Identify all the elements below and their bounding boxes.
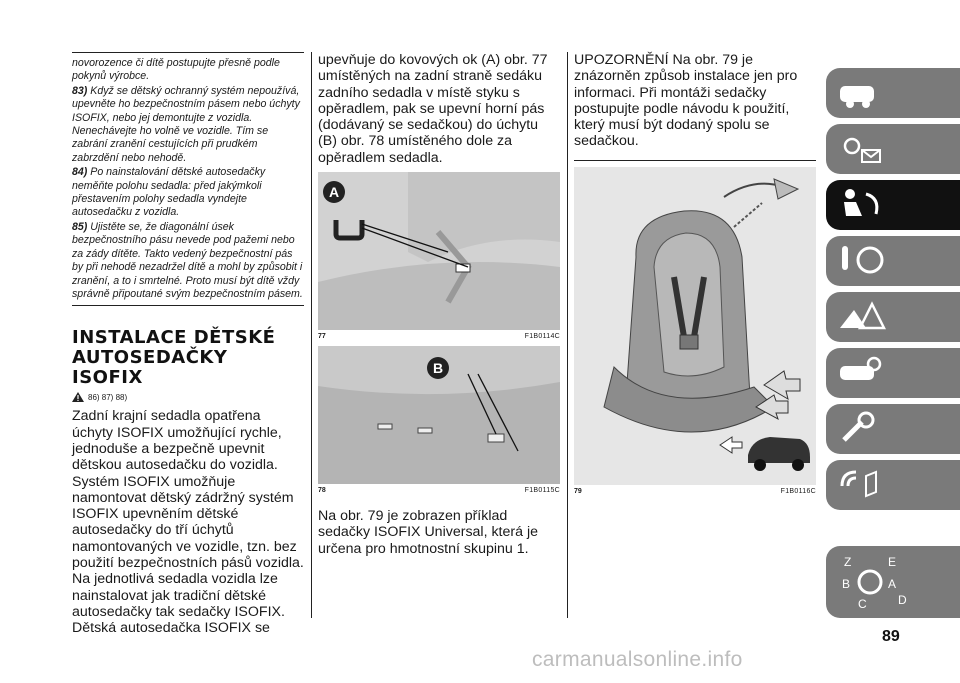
index-letter-a: A (888, 577, 897, 591)
tab-lights[interactable] (826, 124, 960, 174)
figure-rule (574, 160, 816, 161)
label-a: A (328, 184, 340, 201)
figure-77-number: 77 (318, 333, 326, 341)
tab-multimedia[interactable] (826, 460, 960, 510)
index-letter-d: D (898, 593, 907, 607)
key-and-steering-icon (836, 242, 886, 280)
tether-anchor-illustration (318, 346, 560, 484)
label-b: B (432, 360, 444, 377)
page-number: 89 (882, 628, 900, 645)
watermark[interactable]: carmanualsonline.info (532, 648, 743, 671)
tab-safety[interactable] (826, 180, 960, 230)
column-divider-2 (567, 52, 568, 618)
isofix-intro-text: Zadní krajní sedadla opatřena úchyty ISOFIX umožňující rychle, jednoduše a bezpečně upevnit dětskou autosedačku do vozidla. Systém ISOFIX umožňuje namontovat dětský zádržný systém ISOFIX upevněním dětské autosedačky do tří úchytů namontovaných ve vozidle, tzn. bez použití bezpečnostních pásů vozidla. Na jednotlivá sedadla vozidla lze nainstalovat jak tradiční dětské autosedačky tak sedačky ISOFIX. Dětská autosedačka ISOFIX se (72, 408, 304, 637)
car-service-icon (836, 354, 886, 392)
figure-79-code: F1B0116C (780, 487, 816, 495)
warning-icon (72, 392, 84, 402)
figure-79-image (574, 167, 816, 485)
tab-starting[interactable] (826, 236, 960, 286)
figure-78-number: 78 (318, 487, 326, 495)
isofix-continued-text: upevňuje do kovových ok (A) obr. 77 umístěných na zadní straně sedáku zadního sedadla v místě styku s opěradlem, pak se upevní horní pás (dodávaný se sedačkou) do úchytu (B) obr. 78 umístěného dole za opěradlem sedadla. (318, 52, 548, 166)
column-1 (72, 52, 304, 636)
figure-78-caption (318, 484, 560, 494)
tab-emergency[interactable] (826, 292, 960, 342)
figure-77-image (318, 172, 560, 330)
index-letter-c: C (858, 597, 867, 611)
warning-text: UPOZORNĚNÍ Na obr. 79 je znázorněn způsob instalace jen pro informaci. Při montáži sedačky postupujte podle návodu k použití, který musí být dodaný spolu se sedačkou. (574, 52, 798, 150)
tab-index[interactable] (826, 546, 960, 618)
index-letter-e: E (888, 555, 897, 569)
car-dashboard-icon (836, 74, 882, 112)
multimedia-icon (836, 466, 886, 506)
tab-service[interactable] (826, 348, 960, 398)
top-rule (72, 52, 304, 53)
seat-safety-icon (836, 186, 886, 226)
column-2 (318, 52, 560, 557)
column-divider-1 (311, 52, 312, 618)
note-85: 85) Ujistěte se, že diagonální úsek bezpečnostního pásu nevede pod pažemi nebo za zády dítěte. Takto vedený bezpečnostní pás by při nehodě nezadržel dítě a mohl by způsobit i zranění, a to i smrtelné. Proto musí být dítě vždy správně připoutané svým bezpečnostním pásem. (72, 220, 303, 300)
note-84: 84) Po nainstalování dětské autosedačky neměňte polohu sedadla: před jakýmkoli přestavením polohy sedadla vyndejte autosedačku z vozidla. (72, 166, 266, 219)
figure-78-image (318, 346, 560, 484)
tab-technical-data[interactable] (826, 404, 960, 454)
note-continuation: novorozence či dítě postupujte přesně podle pokynů výrobce. (72, 57, 280, 83)
universal-seat-text: Na obr. 79 je zobrazen příklad sedačky ISOFIX Universal, která je určena pro hmotnostní skupinu 1. (318, 508, 538, 557)
figure-77-caption (318, 330, 560, 340)
isofix-child-seat-illustration (574, 167, 816, 485)
index-letter-b: B (842, 577, 851, 591)
alphabetical-index-icon (836, 552, 916, 612)
index-letter-z: Z (844, 555, 852, 569)
section-title: INSTALACE DĚTSKÉ AUTOSEDAČKY ISOFIX (72, 327, 276, 389)
notes-end-rule (72, 305, 304, 306)
note-83: 83) Když se dětský ochranný systém nepoužívá, upevněte ho bezpečnostním pásem nebo úchyty ISOFIX, nebo jej demontujte z vozidla. Nenechávejte ho volně ve vozidle. Tím se zabrání zranění cestujících při prudkém zabrzdění nebo nehodě. (72, 84, 300, 164)
warning-refs: 86) 87) 88) (72, 392, 304, 402)
warning-triangle-icon (836, 298, 886, 336)
column-3 (574, 52, 816, 495)
figure-78 (318, 346, 560, 494)
tab-dashboard[interactable] (826, 68, 960, 118)
figure-78-code: F1B0115C (524, 487, 560, 495)
figure-77 (318, 172, 560, 340)
figure-79 (574, 167, 816, 495)
figure-79-caption (574, 485, 816, 495)
wrench-icon (836, 410, 886, 448)
figure-79-number: 79 (574, 487, 582, 495)
isofix-anchor-illustration (318, 172, 560, 330)
lights-and-mail-icon (836, 130, 886, 168)
figure-77-code: F1B0114C (524, 333, 560, 341)
